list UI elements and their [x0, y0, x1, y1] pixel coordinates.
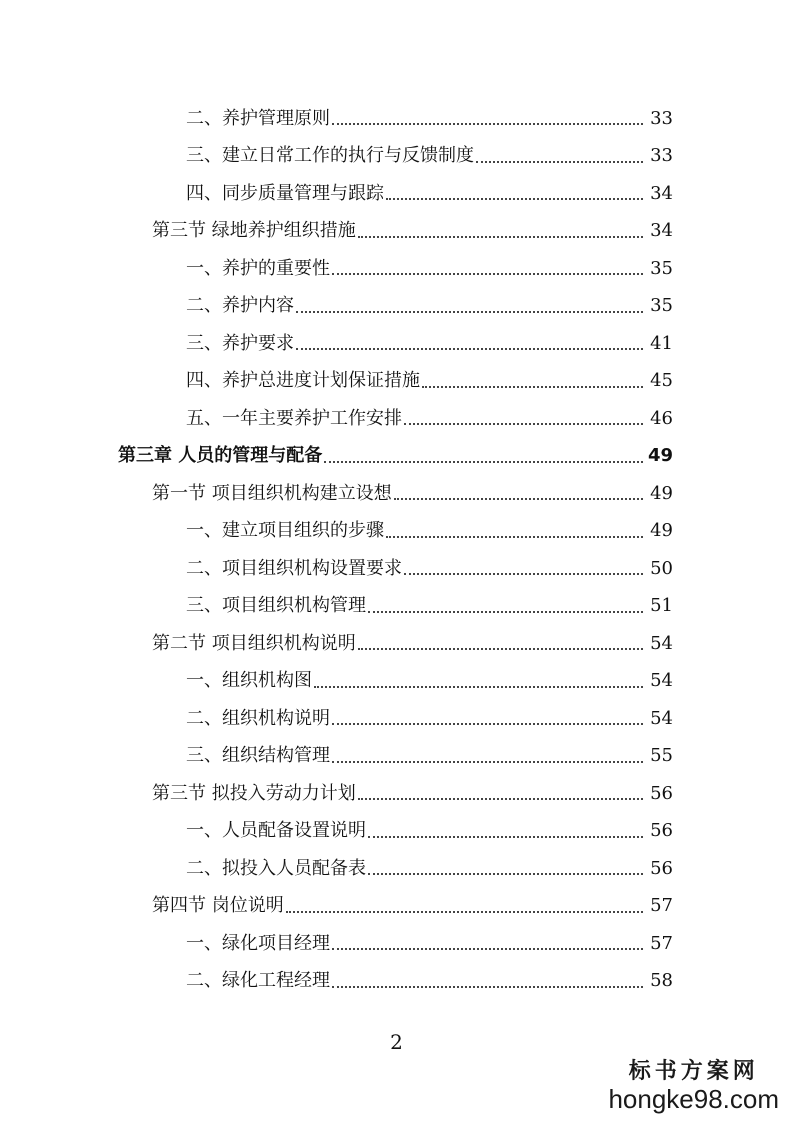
toc-entry-page: 35: [650, 295, 673, 317]
toc-entry-item[interactable]: [0, 250, 793, 288]
page-number: 2: [390, 1030, 403, 1054]
toc-entry-label: 第三节 绿地养护组织措施: [152, 220, 356, 242]
toc-entry-page: 54: [650, 707, 673, 729]
dot-leader: [422, 385, 643, 388]
toc-entry-item[interactable]: [0, 588, 793, 626]
toc-entry-label: 四、养护总进度计划保证措施: [186, 370, 420, 392]
toc-entry-item[interactable]: [0, 550, 793, 588]
toc-entry-page: 41: [650, 332, 673, 354]
toc-entry-chapter[interactable]: [0, 438, 793, 476]
toc-entry-label: 第四节 岗位说明: [152, 895, 284, 917]
toc-entry-label: 第一节 项目组织机构建立设想: [152, 482, 392, 504]
dot-leader: [404, 572, 643, 575]
toc-entry-item[interactable]: [0, 850, 793, 888]
toc-entry-label: 第三节 拟投入劳动力计划: [152, 782, 356, 804]
dot-leader: [368, 872, 643, 875]
toc-entry-page: 57: [650, 932, 673, 954]
toc-entry-section[interactable]: [0, 625, 793, 663]
dot-leader: [332, 122, 643, 125]
dot-leader: [368, 835, 643, 838]
toc-entry-label: 二、养护管理原则: [186, 107, 330, 129]
toc-entry-item[interactable]: [0, 363, 793, 401]
toc-entry-item[interactable]: [0, 738, 793, 776]
toc-entry-page: 33: [650, 145, 673, 167]
table-of-contents: [0, 100, 793, 1000]
toc-entry-page: 57: [650, 895, 673, 917]
toc-entry-page: 58: [650, 970, 673, 992]
toc-entry-page: 45: [650, 370, 673, 392]
toc-entry-item[interactable]: [0, 925, 793, 963]
toc-entry-page: 34: [650, 220, 673, 242]
toc-entry-label: 三、养护要求: [186, 332, 294, 354]
toc-entry-item[interactable]: [0, 400, 793, 438]
toc-entry-item[interactable]: [0, 963, 793, 1001]
dot-leader: [358, 647, 643, 650]
toc-entry-section[interactable]: [0, 775, 793, 813]
dot-leader: [332, 947, 643, 950]
dot-leader: [358, 235, 643, 238]
toc-entry-label: 三、项目组织机构管理: [186, 595, 366, 617]
toc-entry-label: 一、人员配备设置说明: [186, 820, 366, 842]
toc-entry-item[interactable]: [0, 663, 793, 701]
toc-entry-item[interactable]: [0, 138, 793, 176]
toc-entry-section[interactable]: [0, 213, 793, 251]
toc-entry-item[interactable]: [0, 513, 793, 551]
toc-entry-page: 35: [650, 257, 673, 279]
toc-entry-page: 54: [650, 670, 673, 692]
toc-entry-page: 56: [650, 782, 673, 804]
toc-entry-page: 56: [650, 857, 673, 879]
toc-entry-label: 五、一年主要养护工作安排: [186, 407, 402, 429]
toc-entry-item[interactable]: [0, 175, 793, 213]
toc-entry-item[interactable]: [0, 700, 793, 738]
toc-entry-label: 二、绿化工程经理: [186, 970, 330, 992]
dot-leader: [386, 535, 643, 538]
watermark: [608, 1054, 779, 1114]
dot-leader: [332, 760, 643, 763]
toc-entry-page: 50: [650, 557, 673, 579]
dot-leader: [324, 460, 643, 463]
dot-leader: [332, 985, 643, 988]
dot-leader: [368, 610, 643, 613]
dot-leader: [394, 497, 643, 500]
dot-leader: [286, 910, 643, 913]
toc-entry-section[interactable]: [0, 475, 793, 513]
toc-entry-item[interactable]: [0, 100, 793, 138]
dot-leader: [332, 272, 643, 275]
toc-entry-label: 二、项目组织机构设置要求: [186, 557, 402, 579]
toc-entry-item[interactable]: [0, 813, 793, 851]
watermark-name: 标书方案网: [628, 1058, 759, 1085]
toc-entry-item[interactable]: [0, 288, 793, 326]
toc-entry-page: 54: [650, 632, 673, 654]
toc-entry-label: 第二节 项目组织机构说明: [152, 632, 356, 654]
toc-entry-page: 56: [650, 820, 673, 842]
toc-entry-page: 55: [650, 745, 673, 767]
toc-entry-page: 49: [650, 520, 673, 542]
dot-leader: [386, 197, 643, 200]
toc-entry-label: 二、拟投入人员配备表: [186, 857, 366, 879]
dot-leader: [404, 422, 643, 425]
dot-leader: [332, 722, 643, 725]
dot-leader: [296, 310, 643, 313]
toc-entry-label: 三、建立日常工作的执行与反馈制度: [186, 145, 474, 167]
toc-entry-section[interactable]: [0, 888, 793, 926]
toc-entry-label: 二、养护内容: [186, 295, 294, 317]
toc-entry-label: 一、建立项目组织的步骤: [186, 520, 384, 542]
toc-entry-page: 49: [650, 482, 673, 504]
dot-leader: [296, 347, 643, 350]
dot-leader: [358, 797, 643, 800]
toc-entry-label: 一、绿化项目经理: [186, 932, 330, 954]
toc-entry-page: 46: [650, 407, 673, 429]
toc-entry-label: 二、组织机构说明: [186, 707, 330, 729]
toc-entry-page: 49: [647, 445, 673, 467]
toc-entry-item[interactable]: [0, 325, 793, 363]
dot-leader: [476, 160, 643, 163]
watermark-url: hongke98.com: [608, 1084, 779, 1115]
toc-entry-label: 一、组织机构图: [186, 670, 312, 692]
toc-entry-page: 33: [650, 107, 673, 129]
toc-entry-page: 34: [650, 182, 673, 204]
toc-entry-label: 一、养护的重要性: [186, 257, 330, 279]
toc-entry-label: 第三章 人员的管理与配备: [118, 445, 323, 467]
toc-entry-label: 三、组织结构管理: [186, 745, 330, 767]
toc-entry-page: 51: [650, 595, 673, 617]
dot-leader: [314, 685, 643, 688]
toc-entry-label: 四、同步质量管理与跟踪: [186, 182, 384, 204]
